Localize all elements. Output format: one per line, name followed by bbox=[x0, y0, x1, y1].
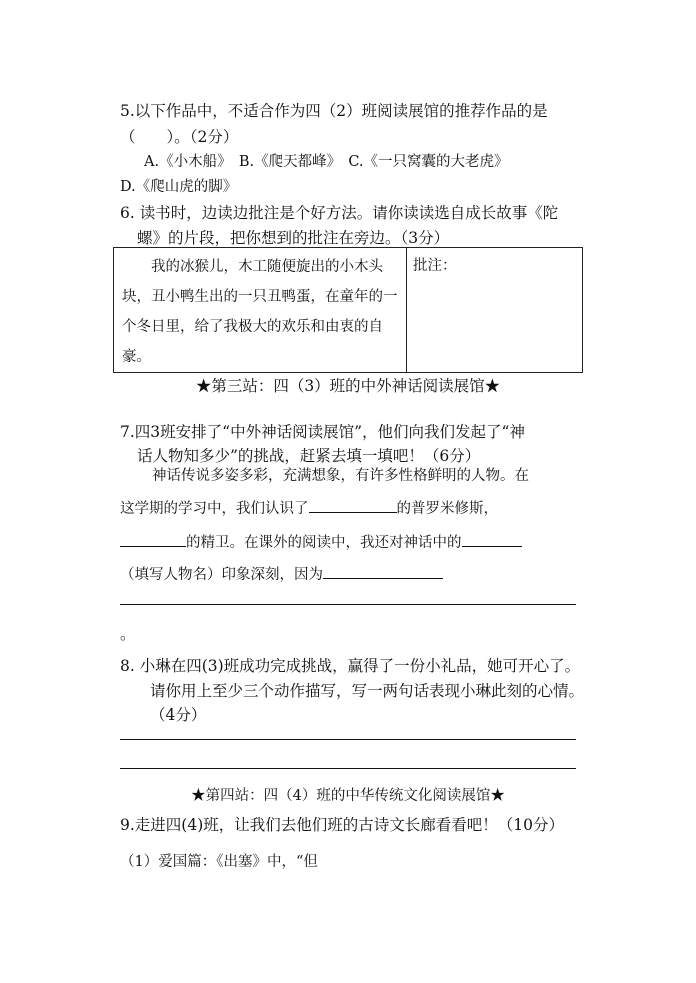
q6-line2: 螺》的片段，把你想到的批注在旁边。（3分） bbox=[137, 229, 450, 247]
q9-title: 9.走进四(4)班，让我们去他们班的古诗文长廊看看吧！（10分） bbox=[120, 816, 564, 834]
annotation-cell[interactable] bbox=[407, 248, 583, 373]
q8-line2: 请你用上至少三个动作描写，写一两句话表现小琳此刻的心情。 bbox=[150, 682, 585, 700]
q5-options-abc: A.《小木船》 B.《爬天都峰》 C.《一只窝囊的大老虎》 bbox=[144, 154, 509, 170]
passage-text: 我的冰猴儿，木工随便旋出的小木头块，丑小鸭生出的一只丑鸭蛋，在童年的一个冬日里，给了我极大的欢乐和由衷的自豪。 bbox=[122, 259, 398, 365]
q9-sub1: （1）爱国篇：《出塞》中，“但 bbox=[120, 854, 318, 870]
q7-line6-text: （填写人物名）印象深刻，因为 bbox=[120, 567, 323, 583]
q7-line2: 话人物知多少”的挑战，赶紧去填一填吧！（6分） bbox=[137, 447, 481, 465]
q5-answer-paren: （ ）。（2分） bbox=[120, 128, 239, 146]
passage-cell bbox=[114, 248, 407, 373]
q7-line5-text: 的精卫。在课外的阅读中，我还对神话中的 bbox=[186, 535, 462, 551]
answer-line-q8-1[interactable] bbox=[120, 739, 576, 740]
q7-line4 bbox=[120, 496, 498, 519]
q5-title: 5.以下作品中，不适合作为四（2）班阅读展馆的推荐作品的是 bbox=[120, 102, 548, 120]
station4-heading: ★第四站：四（4）班的中华传统文化阅读展馆★ bbox=[191, 788, 505, 804]
reading-table bbox=[113, 247, 583, 373]
answer-line-q8-2[interactable] bbox=[120, 768, 576, 769]
q7-line5 bbox=[120, 530, 522, 553]
q7-end-mark: 。 bbox=[120, 625, 136, 643]
q6-line1: 6. 读书时，边读边批注是个好方法。请你读读选自成长故事《陀 bbox=[120, 204, 559, 222]
answer-line-q7[interactable] bbox=[120, 604, 576, 605]
q5-option-d: D.《爬山虎的脚》 bbox=[120, 179, 238, 195]
q7-line6 bbox=[120, 562, 443, 585]
q8-line3: （4分） bbox=[150, 706, 207, 724]
q7-line1: 7.四3班安排了“中外神话阅读展馆”，他们向我们发起了“神 bbox=[120, 423, 525, 441]
blank-jingwei-desc[interactable] bbox=[120, 530, 186, 547]
blank-prometheus-desc[interactable] bbox=[309, 496, 397, 513]
blank-myth-figure[interactable] bbox=[462, 530, 522, 547]
q8-line1: 8. 小琳在四(3)班成功完成挑战，赢得了一份小礼品，她可开心了。 bbox=[120, 657, 581, 675]
q7-line4-text-b: 的普罗米修斯， bbox=[396, 501, 498, 517]
q7-line4-text-a: 这学期的学习中，我们认识了 bbox=[120, 501, 309, 517]
annotation-label: 批注： bbox=[413, 258, 457, 274]
blank-reason[interactable] bbox=[323, 562, 443, 579]
q7-line3: 神话传说多姿多彩，充满想象，有许多性格鲜明的人物。在 bbox=[152, 468, 529, 484]
station3-heading: ★第三站：四（3）班的中外神话阅读展馆★ bbox=[195, 377, 501, 395]
